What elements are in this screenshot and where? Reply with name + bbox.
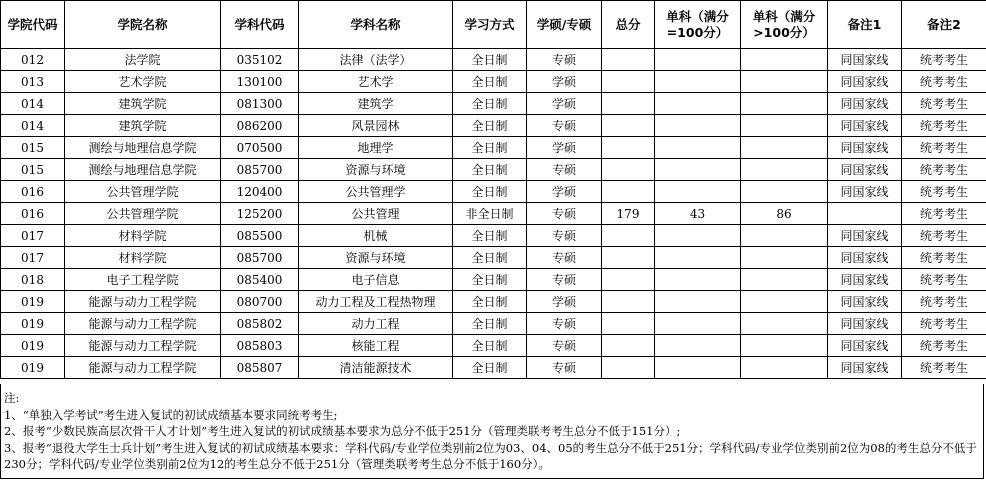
table-cell: 统考考生: [902, 247, 986, 269]
table-cell: 同国家线: [828, 137, 902, 159]
table-cell: 019: [1, 357, 65, 379]
table-row: [1, 137, 986, 159]
table-cell: 学硕: [527, 71, 602, 93]
table-cell: [602, 159, 655, 181]
table-cell: 同国家线: [828, 291, 902, 313]
table-cell: 同国家线: [828, 313, 902, 335]
table-row: [1, 247, 986, 269]
table-cell: 086200: [221, 115, 299, 137]
table-cell: [602, 93, 655, 115]
table-cell: 动力工程: [299, 313, 453, 335]
table-cell: [741, 247, 828, 269]
table-row: [1, 93, 986, 115]
table-cell: 专硕: [527, 247, 602, 269]
table-cell: 43: [655, 203, 741, 225]
table-cell: 统考考生: [902, 115, 986, 137]
table-cell: 风景园林: [299, 115, 453, 137]
table-cell: 全日制: [453, 49, 527, 71]
table-cell: 地理学: [299, 137, 453, 159]
table-cell: 非全日制: [453, 203, 527, 225]
table-cell: [602, 181, 655, 203]
table-cell: 能源与动力工程学院: [65, 357, 221, 379]
table-cell: 动力工程及工程热物理: [299, 291, 453, 313]
table-row: [1, 115, 986, 137]
table-cell: 080700: [221, 291, 299, 313]
table-cell: 085803: [221, 335, 299, 357]
table-cell: 125200: [221, 203, 299, 225]
table-cell: 019: [1, 335, 65, 357]
table-cell: [655, 247, 741, 269]
table-cell: [741, 335, 828, 357]
header-cell: 学习方式: [453, 1, 527, 49]
table-cell: 专硕: [527, 225, 602, 247]
table-cell: [655, 291, 741, 313]
table-row: [1, 49, 986, 71]
table-cell: 测绘与地理信息学院: [65, 137, 221, 159]
table-cell: 统考考生: [902, 269, 986, 291]
table-cell: 085500: [221, 225, 299, 247]
table-cell: 015: [1, 159, 65, 181]
table-cell: 资源与环境: [299, 247, 453, 269]
table-cell: 015: [1, 137, 65, 159]
table-cell: 建筑学: [299, 93, 453, 115]
table-cell: 公共管理: [299, 203, 453, 225]
table-cell: 全日制: [453, 159, 527, 181]
table-cell: 120400: [221, 181, 299, 203]
note-item: 2、报考“少数民族高层次骨干人才计划”考生进入复试的初试成绩基本要求为总分不低于251分（管理类联考考生总分不低于151分）;: [4, 424, 681, 438]
table-row: [1, 225, 986, 247]
table-cell: 014: [1, 115, 65, 137]
table-cell: 统考考生: [902, 49, 986, 71]
table-cell: [655, 181, 741, 203]
table-cell: [741, 291, 828, 313]
table-cell: 法学院: [65, 49, 221, 71]
header-cell: 备注1: [828, 1, 902, 49]
table-cell: 核能工程: [299, 335, 453, 357]
table-row: [1, 71, 986, 93]
table-cell: 全日制: [453, 137, 527, 159]
table-cell: 全日制: [453, 115, 527, 137]
table-cell: 统考考生: [902, 71, 986, 93]
table-cell: 统考考生: [902, 357, 986, 379]
table-cell: [741, 93, 828, 115]
table-cell: 全日制: [453, 357, 527, 379]
table-cell: 全日制: [453, 181, 527, 203]
table-cell: 专硕: [527, 203, 602, 225]
table-cell: 学硕: [527, 137, 602, 159]
header-row: [1, 1, 986, 49]
table-cell: 专硕: [527, 357, 602, 379]
table-cell: 机械: [299, 225, 453, 247]
table-row: [1, 357, 986, 379]
table-cell: 017: [1, 247, 65, 269]
table-cell: 清洁能源技术: [299, 357, 453, 379]
table-cell: 013: [1, 71, 65, 93]
table-cell: 材料学院: [65, 225, 221, 247]
table-cell: 艺术学院: [65, 71, 221, 93]
table-row: [1, 291, 986, 313]
table-cell: 统考考生: [902, 291, 986, 313]
table-cell: [655, 49, 741, 71]
table-cell: 081300: [221, 93, 299, 115]
table-cell: 统考考生: [902, 225, 986, 247]
table-row: [1, 181, 986, 203]
table-cell: 统考考生: [902, 137, 986, 159]
table-cell: 材料学院: [65, 247, 221, 269]
table-cell: 统考考生: [902, 203, 986, 225]
table-cell: 资源与环境: [299, 159, 453, 181]
table-row: [1, 203, 986, 225]
table-cell: 测绘与地理信息学院: [65, 159, 221, 181]
table-cell: [741, 313, 828, 335]
table-cell: 专硕: [527, 115, 602, 137]
notes-section: [0, 384, 984, 479]
table-cell: 建筑学院: [65, 93, 221, 115]
table-cell: [741, 357, 828, 379]
table-cell: 016: [1, 203, 65, 225]
table-cell: 同国家线: [828, 159, 902, 181]
table-cell: [655, 93, 741, 115]
table-cell: 统考考生: [902, 335, 986, 357]
table-cell: 能源与动力工程学院: [65, 335, 221, 357]
table-cell: [602, 115, 655, 137]
table-cell: 同国家线: [828, 357, 902, 379]
table-cell: [741, 225, 828, 247]
table-cell: [741, 181, 828, 203]
table-cell: 学硕: [527, 181, 602, 203]
table-cell: 艺术学: [299, 71, 453, 93]
table-cell: [741, 159, 828, 181]
table-cell: 016: [1, 181, 65, 203]
table-row: [1, 335, 986, 357]
table-cell: 统考考生: [902, 181, 986, 203]
header-cell: 单科（满分=100分）: [655, 1, 741, 49]
table-cell: 同国家线: [828, 93, 902, 115]
table-cell: [602, 49, 655, 71]
table-cell: 能源与动力工程学院: [65, 313, 221, 335]
table-cell: 017: [1, 225, 65, 247]
table-cell: [602, 247, 655, 269]
table-cell: 电子工程学院: [65, 269, 221, 291]
note-item: 1、“单独入学考试”考生进入复试的初试成绩基本要求同统考考生;: [4, 407, 338, 422]
table-cell: 学硕: [527, 291, 602, 313]
table-cell: 同国家线: [828, 115, 902, 137]
table-cell: 专硕: [527, 313, 602, 335]
header-cell: 学科代码: [221, 1, 299, 49]
table-cell: [741, 49, 828, 71]
table-cell: 018: [1, 269, 65, 291]
table-cell: 专硕: [527, 159, 602, 181]
table-cell: [655, 335, 741, 357]
table-cell: [602, 335, 655, 357]
table-cell: 公共管理学院: [65, 181, 221, 203]
header-cell: 学院名称: [65, 1, 221, 49]
table-cell: 同国家线: [828, 335, 902, 357]
table-cell: 电子信息: [299, 269, 453, 291]
table-cell: 同国家线: [828, 71, 902, 93]
table-cell: 085400: [221, 269, 299, 291]
table-cell: 能源与动力工程学院: [65, 291, 221, 313]
table-cell: 019: [1, 291, 65, 313]
table-cell: [655, 225, 741, 247]
table-cell: [741, 269, 828, 291]
table-cell: 全日制: [453, 93, 527, 115]
table-cell: [602, 137, 655, 159]
table-cell: [655, 115, 741, 137]
table-cell: [655, 357, 741, 379]
table-cell: 公共管理学院: [65, 203, 221, 225]
header-cell: 学科名称: [299, 1, 453, 49]
table-cell: 同国家线: [828, 225, 902, 247]
header-cell: 总分: [602, 1, 655, 49]
table-cell: [602, 269, 655, 291]
note-item: 3、报考“退役大学生士兵计划”考生进入复试的初试成绩基本要求：学科代码/专业学位类别前2位为03、04、05的考生总分不低于251分；学科代码/专业学位类别前2位为08的考生总分不低于230分；学科代码/专业学位类别前2位为12的考生总分不低于251分（管理类联考考生总分不低于160分）。: [4, 440, 977, 471]
table-cell: 012: [1, 49, 65, 71]
table-cell: 专硕: [527, 335, 602, 357]
table-cell: 学硕: [527, 93, 602, 115]
table-cell: [602, 357, 655, 379]
table-cell: [602, 313, 655, 335]
table-cell: [655, 71, 741, 93]
table-cell: 全日制: [453, 71, 527, 93]
table-cell: 179: [602, 203, 655, 225]
table-cell: 130100: [221, 71, 299, 93]
table-cell: [655, 159, 741, 181]
table-cell: 统考考生: [902, 313, 986, 335]
table-cell: 统考考生: [902, 93, 986, 115]
table-cell: 085700: [221, 247, 299, 269]
table-cell: 035102: [221, 49, 299, 71]
table-cell: 全日制: [453, 225, 527, 247]
table-cell: 085802: [221, 313, 299, 335]
table-cell: 公共管理学: [299, 181, 453, 203]
table-cell: 全日制: [453, 269, 527, 291]
table-cell: 019: [1, 313, 65, 335]
header-cell: 学硕/专硕: [527, 1, 602, 49]
table-cell: [741, 115, 828, 137]
table-cell: 同国家线: [828, 269, 902, 291]
table-cell: 建筑学院: [65, 115, 221, 137]
table-row: [1, 159, 986, 181]
table-cell: 070500: [221, 137, 299, 159]
table-cell: 全日制: [453, 247, 527, 269]
table-cell: [655, 137, 741, 159]
table-cell: 法律（法学）: [299, 49, 453, 71]
table-cell: 统考考生: [902, 159, 986, 181]
table-row: [1, 269, 986, 291]
table-cell: 085700: [221, 159, 299, 181]
table-cell: 专硕: [527, 49, 602, 71]
table-cell: 全日制: [453, 313, 527, 335]
table-cell: 085807: [221, 357, 299, 379]
table-body: [1, 49, 986, 379]
table-cell: [602, 291, 655, 313]
table-row: [1, 313, 986, 335]
table-cell: [741, 137, 828, 159]
table-cell: [602, 71, 655, 93]
table-cell: 专硕: [527, 269, 602, 291]
table-cell: 全日制: [453, 335, 527, 357]
header-cell: 单科（满分>100分）: [741, 1, 828, 49]
table-cell: 同国家线: [828, 247, 902, 269]
table-cell: [655, 313, 741, 335]
table-cell: [741, 71, 828, 93]
header-cell: 学院代码: [1, 1, 65, 49]
table-cell: 86: [741, 203, 828, 225]
table-cell: 同国家线: [828, 181, 902, 203]
header-cell: 备注2: [902, 1, 986, 49]
table-cell: [602, 225, 655, 247]
table-cell: [655, 269, 741, 291]
table-cell: [828, 203, 902, 225]
table-cell: 014: [1, 93, 65, 115]
table-cell: 全日制: [453, 291, 527, 313]
notes-title: 注:: [4, 391, 20, 405]
table-cell: 同国家线: [828, 49, 902, 71]
